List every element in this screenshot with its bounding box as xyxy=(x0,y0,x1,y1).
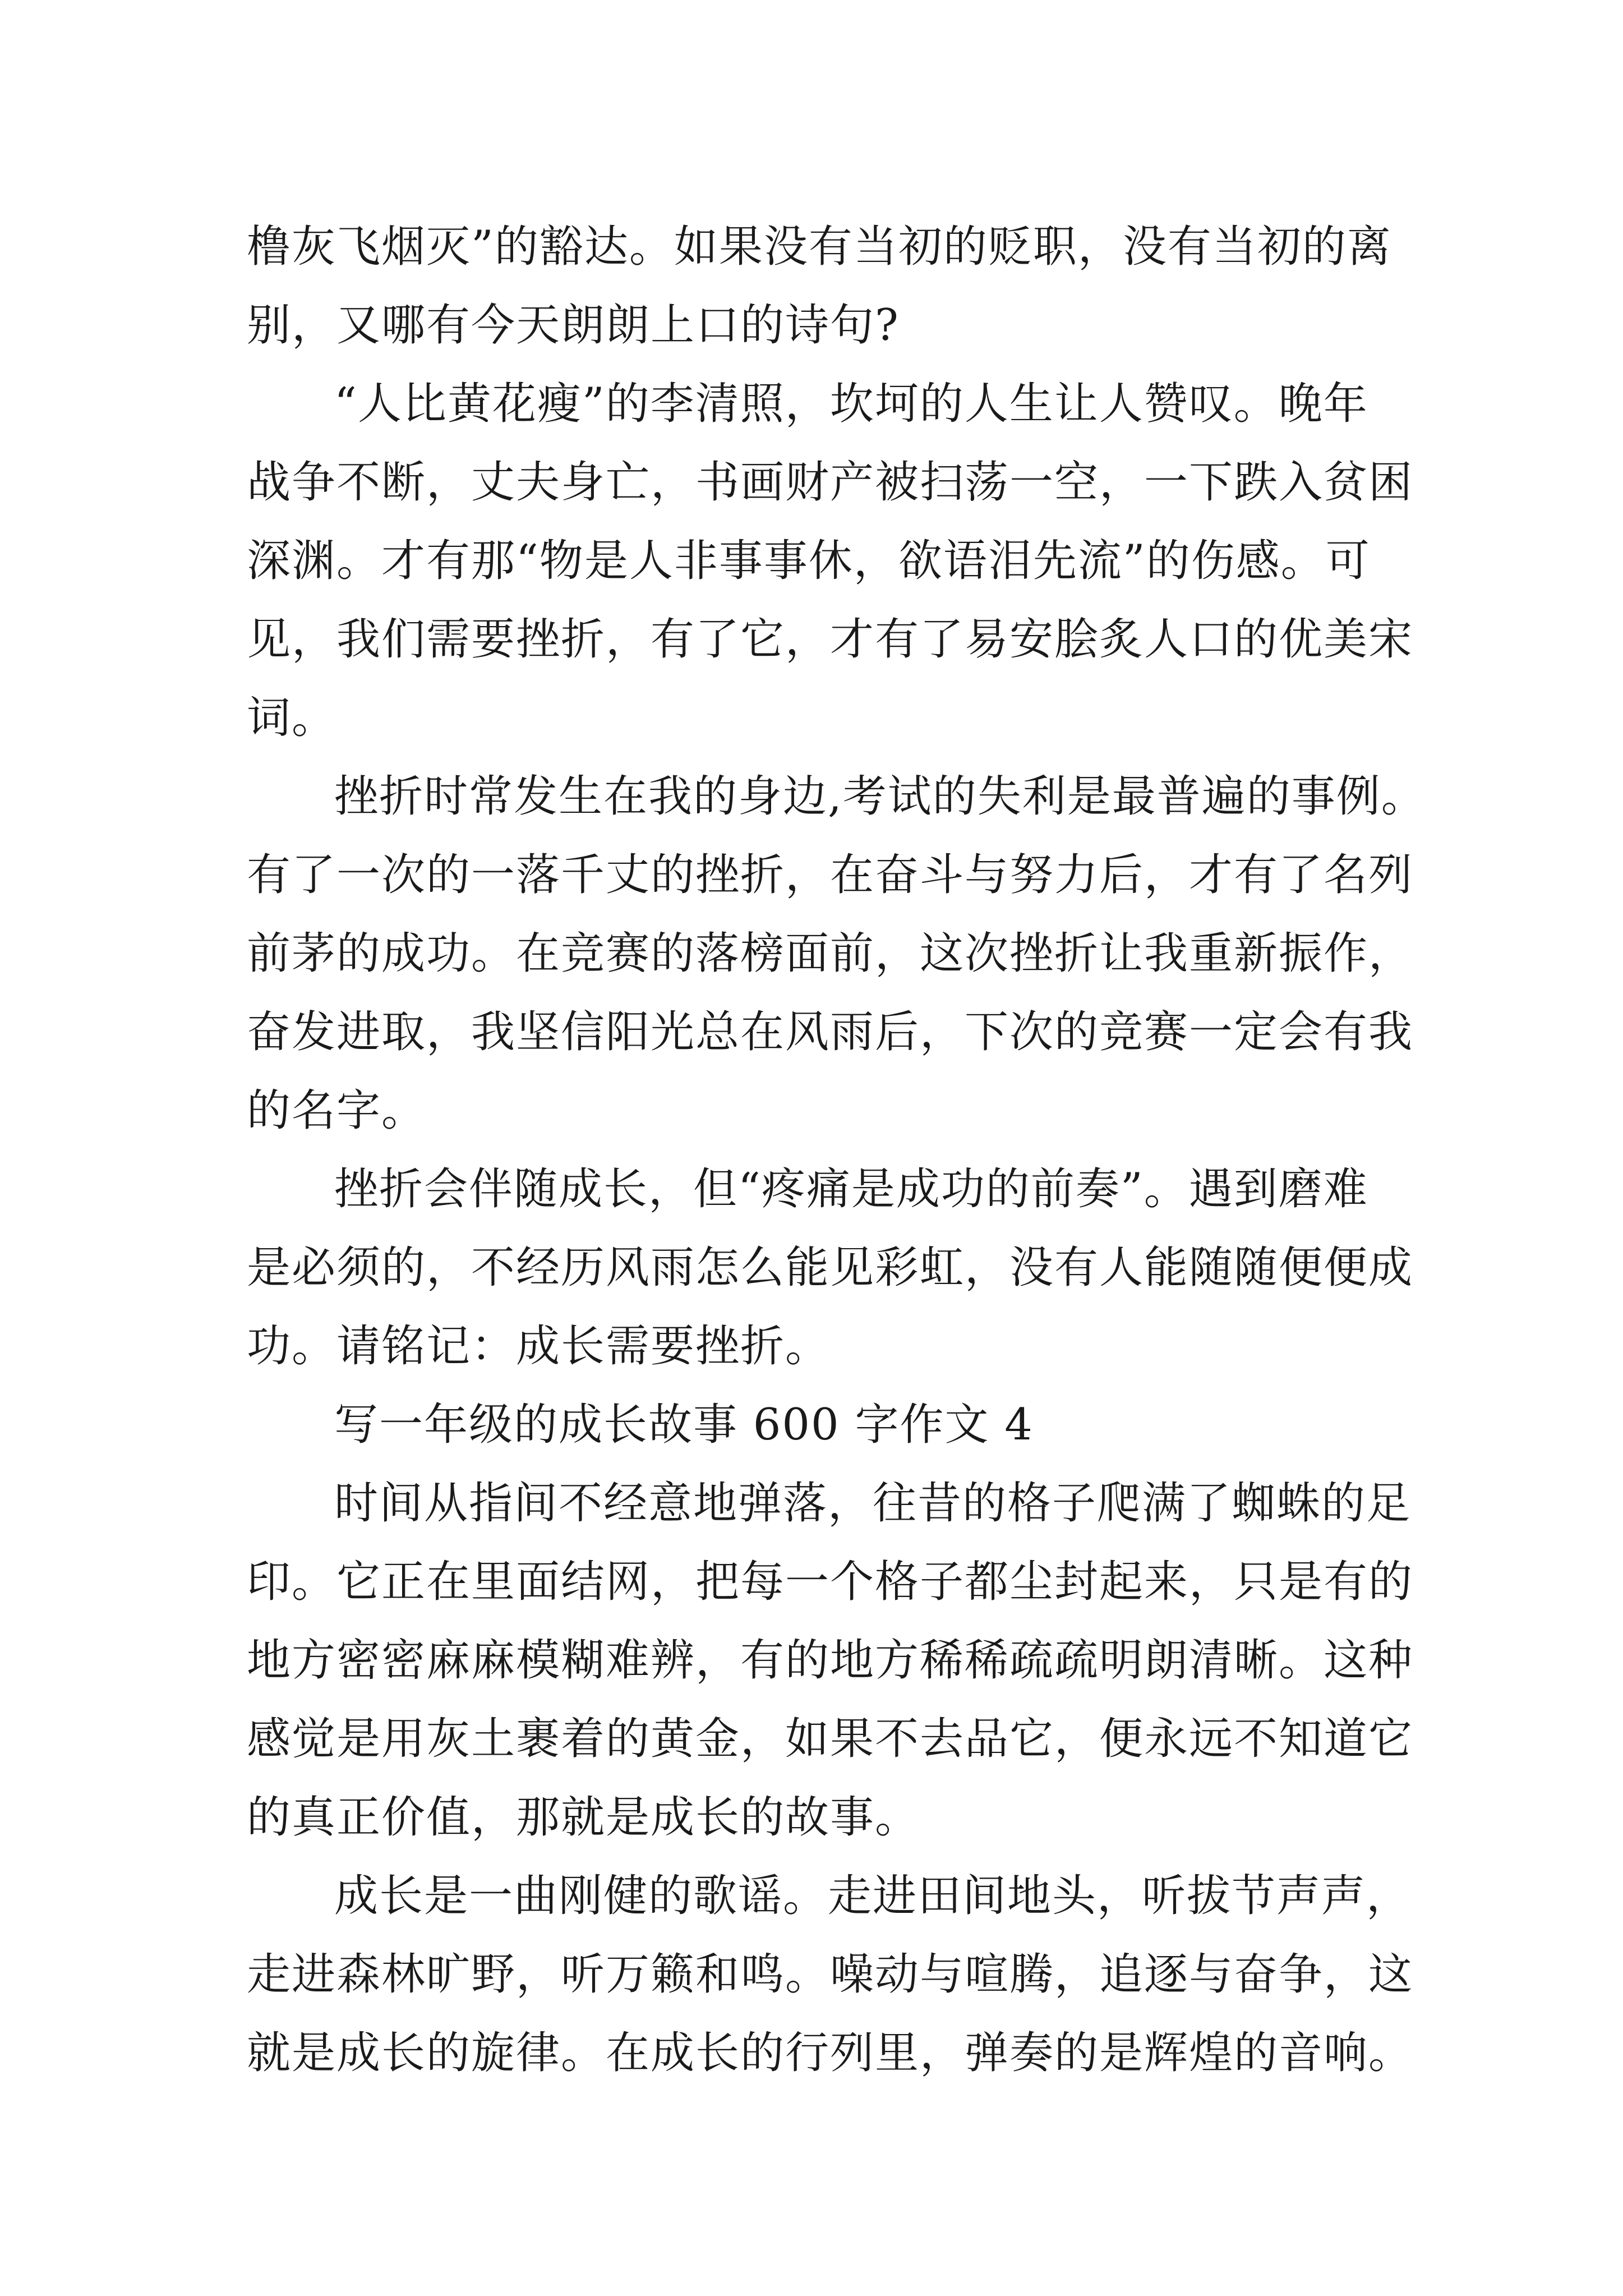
text-line: 前茅的成功。在竞赛的落榜面前，这次挫折让我重新振作， xyxy=(247,928,1414,979)
text-line: 词。 xyxy=(247,693,337,743)
text-line: 走进森林旷野，听万籁和鸣。噪动与喧腾，追逐与奋争，这 xyxy=(247,1949,1414,2000)
text-line: 橹灰飞烟灭”的豁达。如果没有当初的贬职，没有当初的离 xyxy=(247,222,1392,272)
text-line: 功。请铭记：成长需要挫折。 xyxy=(247,1321,831,1372)
text-line: 感觉是用灰土裹着的黄金，如果不去品它，便永远不知道它 xyxy=(247,1714,1414,1764)
paragraph xyxy=(247,1857,1414,2092)
text-line: 深渊。才有那“物是人非事事休，欲语泪先流”的伤感。可 xyxy=(247,536,1371,586)
text-line: 见，我们需要挫折，有了它，才有了易安脍炙人口的优美宋 xyxy=(247,614,1414,665)
text-line: 战争不断，丈夫身亡，书画财产被扫荡一空，一下跌入贫困 xyxy=(247,457,1414,508)
text-line: 的名字。 xyxy=(247,1085,427,1136)
text-line: 成长是一曲刚健的歌谣。走进田间地头，听拔节声声， xyxy=(334,1871,1412,1921)
paragraph xyxy=(247,1386,1385,1464)
text-line: 地方密密麻麻模糊难辨，有的地方稀稀疏疏明朗清晰。这种 xyxy=(247,1635,1414,1686)
text-line: 别，又哪有今天朗朗上口的诗句? xyxy=(247,300,900,351)
paragraph xyxy=(247,208,1392,365)
text-line: 的真正价值，那就是成长的故事。 xyxy=(247,1792,920,1843)
paragraph xyxy=(247,1150,1414,1386)
text-line: 奋发进取，我坚信阳光总在风雨后，下次的竞赛一定会有我 xyxy=(247,1007,1414,1057)
text-line: “人比黄花瘦”的李清照，坎坷的人生让人赞叹。晚年 xyxy=(334,379,1368,429)
text-line: 写一年级的成长故事 600 字作文 4 xyxy=(334,1400,1034,1450)
text-line: 时间从指间不经意地弹落，往昔的格子爬满了蜘蛛的足 xyxy=(334,1478,1412,1529)
text-line: 挫折时常发生在我的身边,考试的失利是最普遍的事例。 xyxy=(334,771,1426,822)
paragraph xyxy=(247,1464,1414,1857)
text-line: 有了一次的一落千丈的挫折，在奋斗与努力后，才有了名列 xyxy=(247,850,1414,900)
paragraph xyxy=(247,365,1414,757)
paragraph xyxy=(247,757,1426,1150)
text-line: 就是成长的旋律。在成长的行列里，弹奏的是辉煌的音响。 xyxy=(247,2028,1414,2078)
document-body xyxy=(247,208,1426,2092)
text-line: 印。它正在里面结网，把每一个格子都尘封起来，只是有的 xyxy=(247,1557,1414,1607)
text-line: 是必须的，不经历风雨怎么能见彩虹，没有人能随随便便成 xyxy=(247,1243,1414,1293)
text-line: 挫折会伴随成长，但“疼痛是成功的前奏”。遇到磨难 xyxy=(334,1164,1368,1214)
